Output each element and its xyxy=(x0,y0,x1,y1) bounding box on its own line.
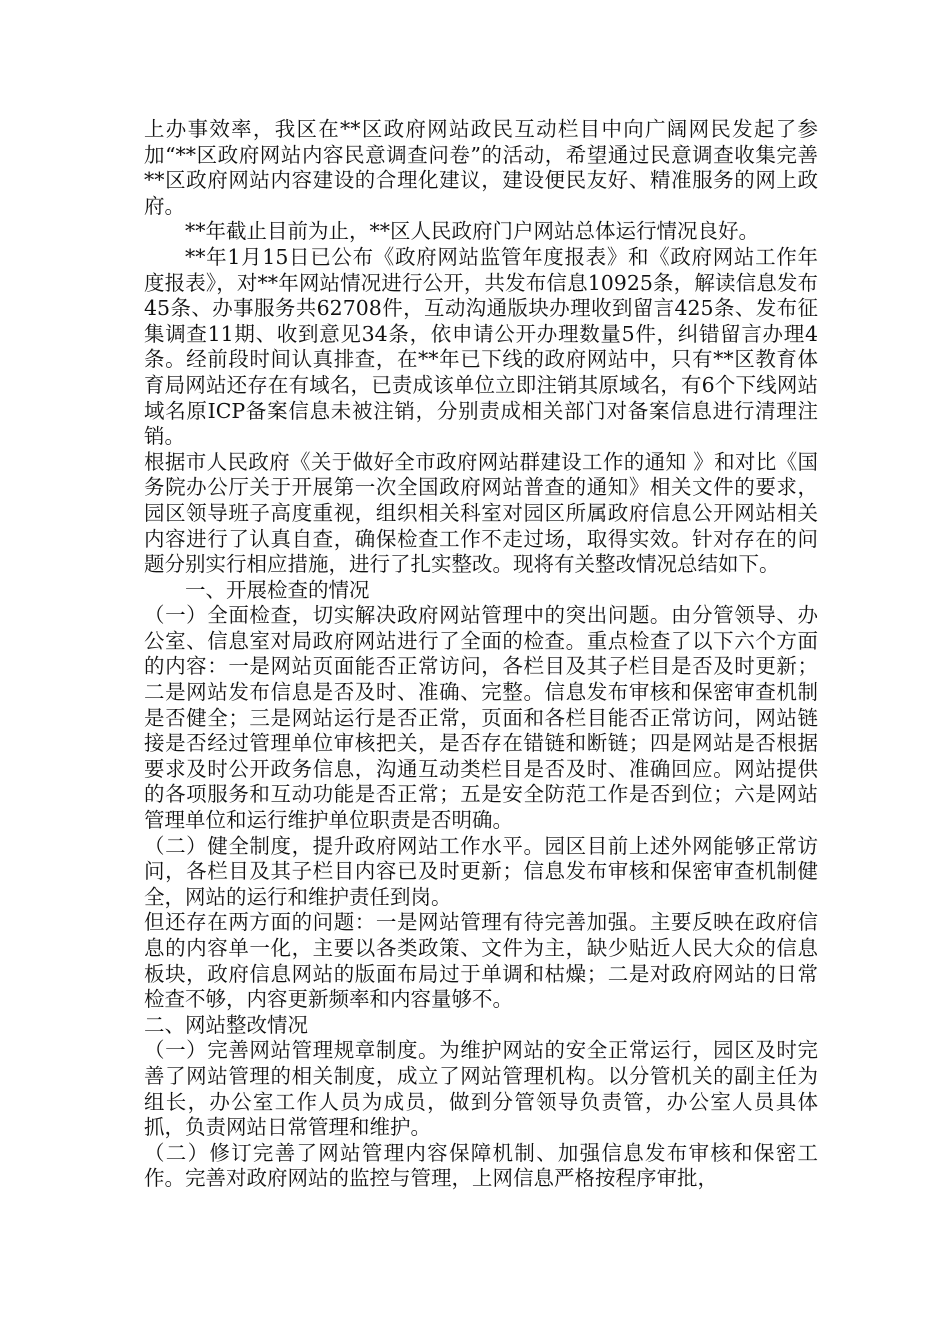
paragraph-basis: 根据市人民政府《关于做好全市政府网站群建设工作的通知 》和对比《国务院办公厅关于开展第一次全国政府网站普查的通知》相关文件的要求，园区领导班子高度重视，组织相关科室对园区所属政府信息公开网站相关内容进行了认真自查，确保检查工作不走过场，取得实效。针对存在的问题分别实行相应措施，进行了扎实整改。现将有关整改情况总结如下。 xyxy=(144,449,818,577)
paragraph-content-guarantee: （二）修订完善了网站管理内容保障机制、加强信息发布审核和保密工作。完善对政府网站的监控与管理，上网信息严格按程序审批， xyxy=(144,1140,818,1191)
paragraph-improve-system: （二）健全制度，提升政府网站工作水平。园区目前上述外网能够正常访问，各栏目及其子栏目内容已及时更新；信息发布审核和保密审查机制健全，网站的运行和维护责任到岗。 xyxy=(144,833,818,909)
paragraph-overall-status: **年截止目前为止，**区人民政府门户网站总体运行情况良好。 xyxy=(185,219,759,244)
paragraph-rules: （一）完善网站管理规章制度。为维护网站的安全正常运行，园区及时完善了网站管理的相关制度，成立了网站管理机构。以分管机关的副主任为组长，办公室工作人员为成员，做到分管领导负责管，办公室人员具体抓，负责网站日常管理和维护。 xyxy=(144,1038,818,1140)
section-heading-rectification: 二、网站整改情况 xyxy=(144,1012,308,1037)
section-heading-inspection: 一、开展检查的情况 xyxy=(185,577,370,602)
paragraph-full-inspection: （一）全面检查，切实解决政府网站管理中的突出问题。由分管领导、办公室、信息室对局政府网站进行了全面的检查。重点检查了以下六个方面的内容：一是网站页面能否正常访问，各栏目及其子栏目是否及时更新；二是网站发布信息是否及时、准确、完整。信息发布审核和保密审查机制是否健全；三是网站运行是否正常，页面和各栏目能否正常访问，网站链接是否经过管理单位审核把关，是否存在错链和断链；四是网站是否根据要求及时公开政务信息，沟通互动类栏目是否及时、准确回应。网站提供的各项服务和互动功能是否正常；五是安全防范工作是否到位；六是网站管理单位和运行维护单位职责是否明确。 xyxy=(144,603,818,833)
paragraph-annual-report: **年1月15日已公布《政府网站监管年度报表》和《政府网站工作年度报表》，对**年网站情况进行公开，共发布信息10925条，解读信息发布45条、办事服务共62708件，互动沟通版块办理收到留言425条、发布征集调查11期、收到意见34条，依申请公开办理数量5件，纠错留言办理4条。经前段时间认真排查，在**年已下线的政府网站中，只有**区教育体育局网站还存在有域名，已责成该单位立即注销其原域名，有6个下线网站域名原ICP备案信息未被注销，分别责成相关部门对备案信息进行清理注销。 xyxy=(144,244,818,449)
paragraph-intro-continuation: 上办事效率，我区在**区政府网站政民互动栏目中向广阔网民发起了参加“**区政府网站内容民意调查问卷”的活动，希望通过民意调查收集完善**区政府网站内容建设的合理化建议，建设便民友好、精准服务的网上政府。 xyxy=(144,117,818,218)
paragraph-remaining-problems: 但还存在两方面的问题：一是网站管理有待完善加强。主要反映在政府信息的内容单一化，主要以各类政策、文件为主，缺少贴近人民大众的信息板块，政府信息网站的版面布局过于单调和枯燥；二是对政府网站的日常检查不够，内容更新频率和内容量够不。 xyxy=(144,910,818,1012)
document-body xyxy=(144,117,818,1192)
